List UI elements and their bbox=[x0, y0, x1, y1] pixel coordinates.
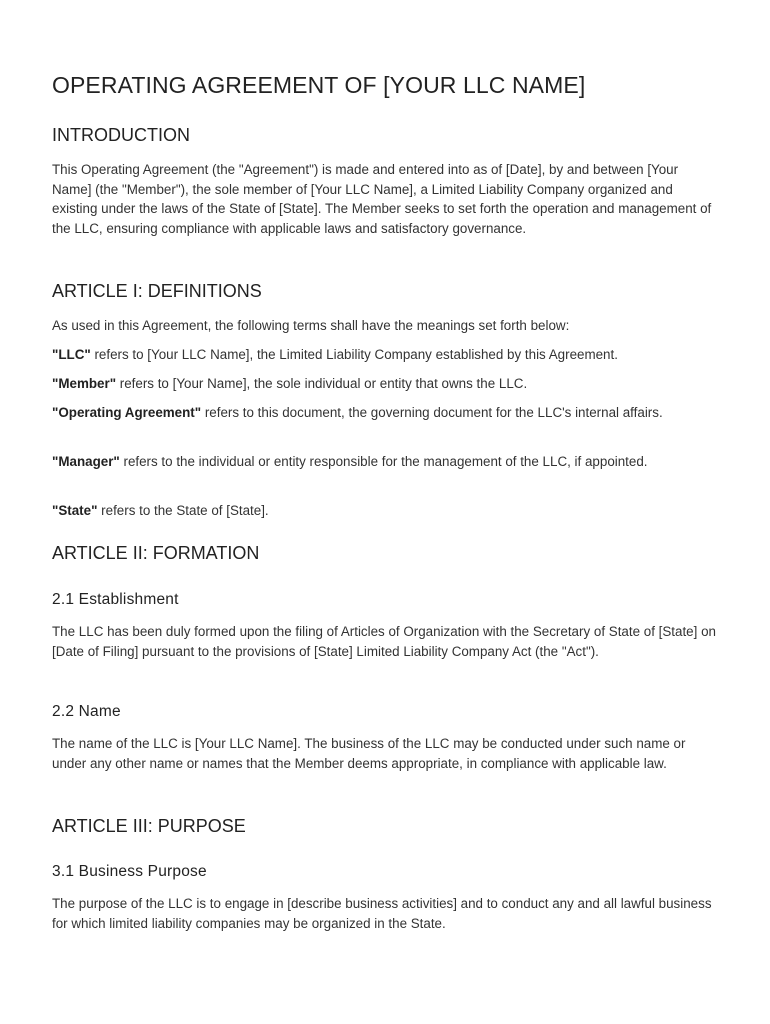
section-2-2-heading: 2.2 Name bbox=[52, 703, 121, 720]
definition-text: refers to this document, the governing document for the LLC's internal affairs. bbox=[201, 405, 663, 420]
definition-term: "State" bbox=[52, 503, 98, 518]
definition-text: refers to the State of [State]. bbox=[97, 503, 269, 518]
introduction-paragraph: This Operating Agreement (the "Agreement") is made and entered into as of [Date], by and between [Your Name] (the "Member"), the sole member of [Your LLC Name], a Limited Liability Company organized and existing under the laws of the State of [State]. The Member seeks to set forth the operation and management of the LLC, ensuring compliance with applicable laws and satisfactory governance. bbox=[52, 162, 712, 236]
document-title: OPERATING AGREEMENT OF [YOUR LLC NAME] bbox=[52, 72, 586, 98]
article-3-heading: ARTICLE III: PURPOSE bbox=[52, 816, 246, 836]
article-1-heading: ARTICLE I: DEFINITIONS bbox=[52, 281, 262, 301]
section-3-1-paragraph: The purpose of the LLC is to engage in [describe business activities] and to conduct any and all lawful business for which limited liability companies may be organized in the State. bbox=[52, 896, 712, 931]
definition-item bbox=[52, 374, 720, 394]
definition-item bbox=[52, 345, 720, 365]
section-2-1-paragraph: The LLC has been duly formed upon the filing of Articles of Organization with the Secretary of State of [State] on [Date of Filing] pursuant to the provisions of [State] Limited Liability Company Act (the "Act"). bbox=[52, 624, 716, 659]
definition-term: "Operating Agreement" bbox=[52, 405, 202, 420]
definition-term: "Manager" bbox=[52, 454, 120, 469]
definition-text: refers to the individual or entity responsible for the management of the LLC, if appointed. bbox=[119, 454, 648, 469]
section-2-2-paragraph: The name of the LLC is [Your LLC Name]. The business of the LLC may be conducted under such name or under any other name or names that the Member deems appropriate, in compliance with applicable law. bbox=[52, 736, 686, 771]
article-2-heading: ARTICLE II: FORMATION bbox=[52, 543, 260, 563]
definitions-intro: As used in this Agreement, the following terms shall have the meanings set forth below: bbox=[52, 318, 570, 333]
definition-item bbox=[52, 403, 720, 423]
definition-term: "Member" bbox=[52, 376, 117, 391]
introduction-heading: INTRODUCTION bbox=[52, 125, 190, 145]
definition-item bbox=[52, 501, 720, 521]
definition-item bbox=[52, 452, 720, 472]
definition-text: refers to [Your LLC Name], the Limited Liability Company established by this Agreement. bbox=[90, 347, 618, 362]
definition-text: refers to [Your Name], the sole individual or entity that owns the LLC. bbox=[116, 376, 528, 391]
section-3-1-heading: 3.1 Business Purpose bbox=[52, 863, 207, 880]
section-2-1-heading: 2.1 Establishment bbox=[52, 591, 179, 608]
definition-term: "LLC" bbox=[52, 347, 91, 362]
